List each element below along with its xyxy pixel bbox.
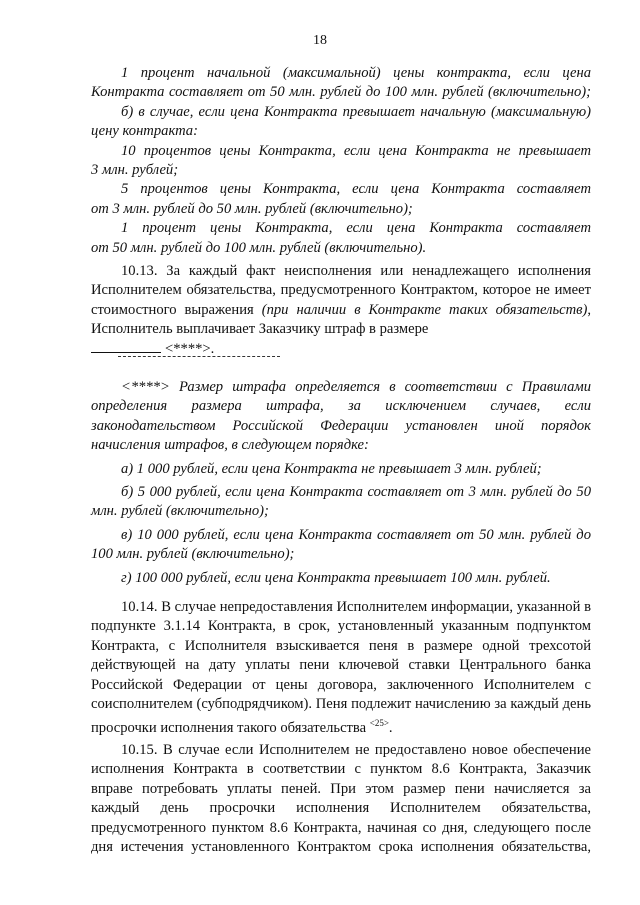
top-line: от 3 млн. рублей до 50 млн. рублей (включительно); <box>91 200 413 217</box>
paragraph-10-13-text <box>91 262 591 340</box>
footnote-item-a: а) 1 000 рублей, если цена Контракта не превышает 3 млн. рублей; <box>121 460 542 477</box>
top-line: 1 процент цены Контракта, если цена Контракта составляет <box>121 220 591 237</box>
p10-14-text: 10.14. В случае непредоставления Исполнителем информации, указанной в подпункте 3.1.14 Контракта, в срок, установленный указанным подпунктом Контракта, с Исполнителя взыскивается пеня в размере одной трехсотой действующей на дату уплаты пени ключевой ставки Центрального банка Российской Федерации от цены договора, заключенного Исполнителем с соисполнителем (субподрядчиком). Пеня подлежит начислению за каждый день просрочки исполнения такого обязательства <box>91 599 591 737</box>
footnote-divider <box>118 356 280 357</box>
p10-13-text-b: , Исполнитель выплачивает Заказчику штраф в размере <box>91 301 592 338</box>
top-line: Контракта составляет от 50 млн. рублей до 100 млн. рублей (включительно); <box>91 84 591 101</box>
page-number: 18 <box>313 33 327 48</box>
footnote-item-b: б) 5 000 рублей, если цена Контракта составляет от 3 млн. рублей до 50 млн. рублей (включительно); <box>91 484 591 520</box>
top-line: цену контракта: <box>91 123 198 140</box>
footnote-ref: <25> <box>369 718 389 729</box>
top-continuation <box>91 64 591 258</box>
top-line: 10 процентов цены Контракта, если цена Контракта не превышает <box>121 142 591 159</box>
footnote-item-d: г) 100 000 рублей, если цена Контракта превышает 100 млн. рублей. <box>121 569 551 586</box>
p10-14-end: . <box>388 720 393 737</box>
paragraph-10-14-text <box>91 598 591 739</box>
p10-13-italic: (при наличии в Контракте таких обязательств) <box>261 301 588 318</box>
blank-line <box>91 340 161 353</box>
p10-13-marker: <****>. <box>165 340 215 357</box>
top-line: 1 процент начальной (максимальной) цены контракта, если цена <box>121 65 591 81</box>
footnote-item-c: в) 10 000 рублей, если цена Контракта составляет от 50 млн. рублей до 100 млн. рублей (включительно); <box>91 526 591 563</box>
top-line: б) в случае, если цена Контракта превышает начальную (максимальную) <box>121 103 591 120</box>
paragraph-10-15-text: 10.15. В случае если Исполнителем не предоставлено новое обеспечение исполнения Контракта в соответствии с пунктом 8.6 Контракта, Заказчик вправе потребовать уплаты пеней. При этом размер пени начисляется за каждый день просрочки исполнения Исполнителем обязательства, предусмотренного пунктом 8.6 Контракта, начиная со дня, следующего после дня истечения установленного Контрактом срока исполнения обязательства, <box>91 742 591 856</box>
top-line: 5 процентов цены Контракта, если цена Контракта составляет <box>121 181 591 198</box>
paragraph-10-14 <box>91 598 591 739</box>
footnote <box>91 378 591 588</box>
p10-13-text-a: 10.13. За каждый факт неисполнения или ненадлежащего исполнения Исполнителем обязательства, предусмотренного Контрактом, которое не имеет стоимостного выражения <box>91 263 591 318</box>
footnote-text: <****> Размер штрафа определяется в соответствии с Правилами определения размера штрафа, за исключением случаев, если законодательством Российской Федерации установлен иной порядок начисления штрафов, в следующем порядке: <box>91 379 591 454</box>
paragraph-10-13 <box>91 262 591 359</box>
top-line: от 50 млн. рублей до 100 млн. рублей (включительно). <box>91 239 427 256</box>
paragraph-10-15 <box>91 741 591 857</box>
top-line: 3 млн. рублей; <box>91 162 179 179</box>
